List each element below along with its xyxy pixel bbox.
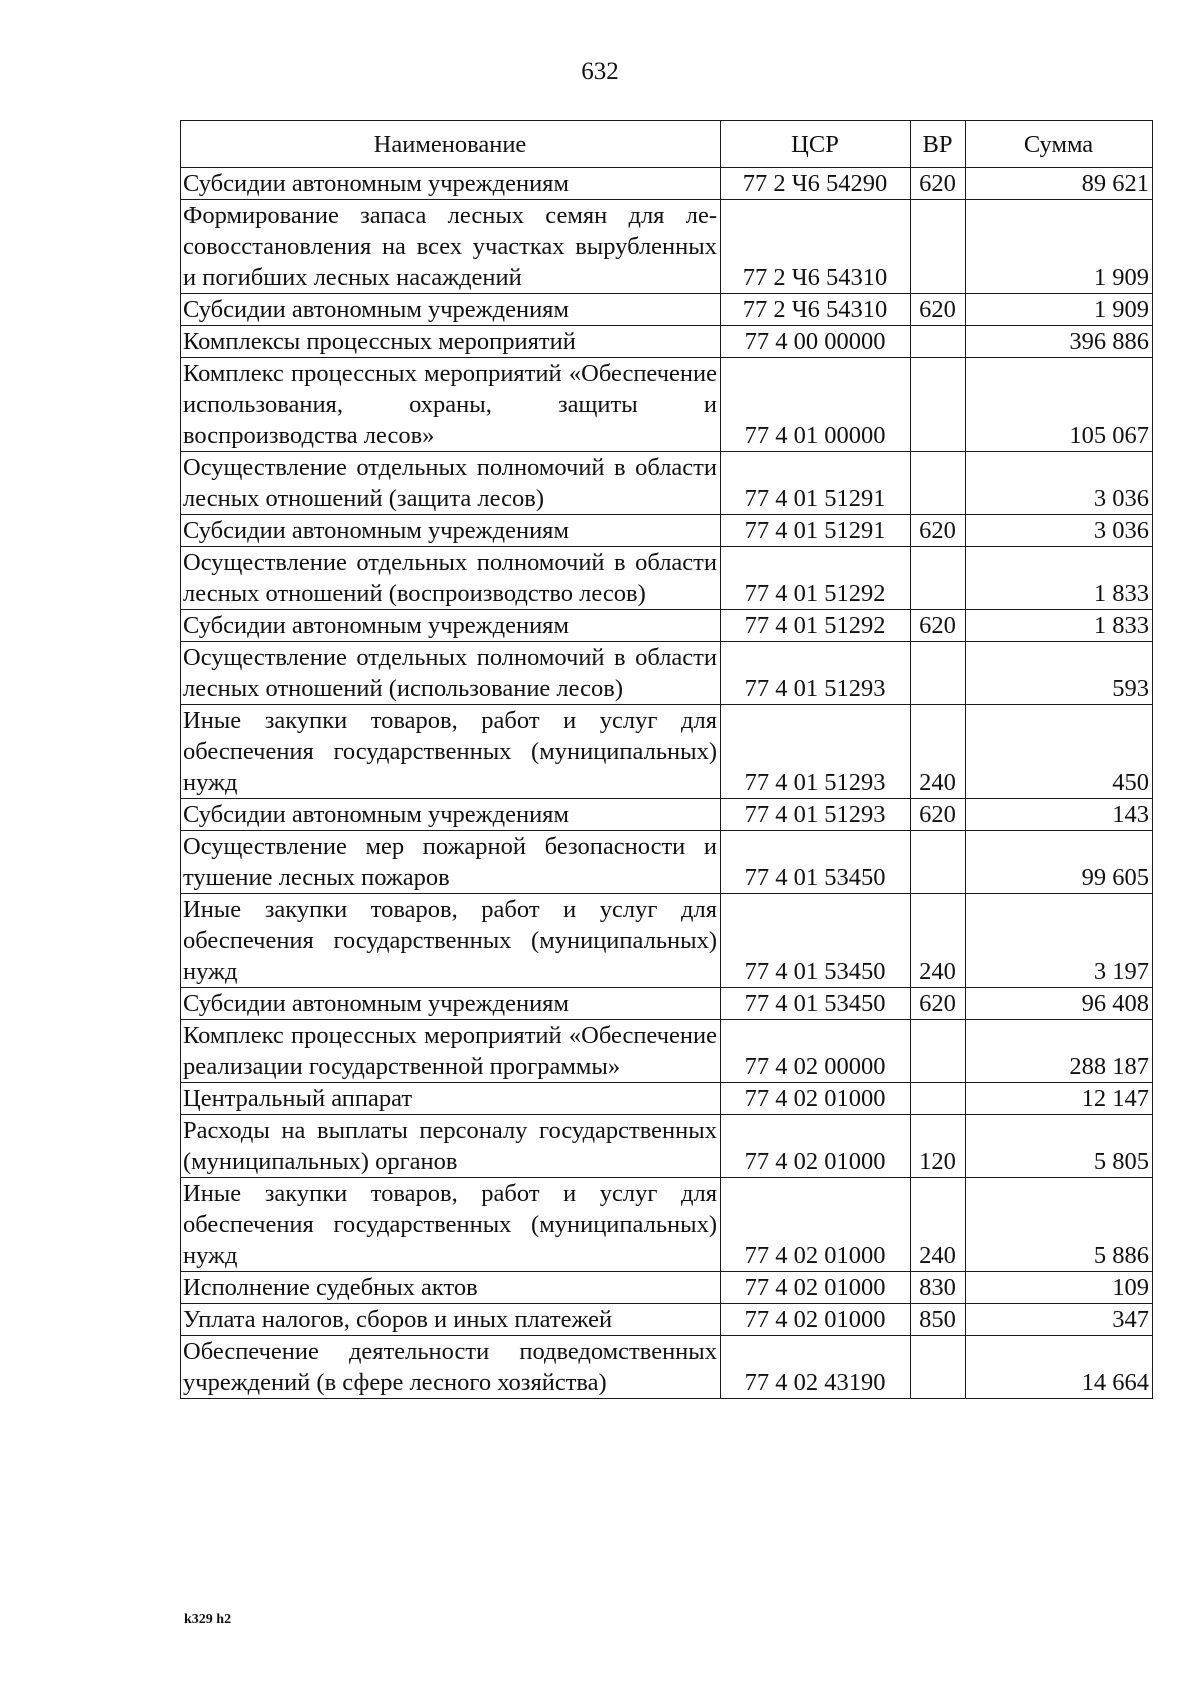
cell-vr: 240 xyxy=(911,705,966,799)
table-row xyxy=(181,452,1153,515)
cell-sum: 593 xyxy=(966,642,1153,705)
cell-name: Осуществление отдельных полномочий в области лесных отношений (защита лесов) xyxy=(181,452,721,515)
cell-name: Субсидии автономным учреждениям xyxy=(181,294,721,326)
cell-vr xyxy=(911,1336,966,1399)
cell-name: Субсидии автономным учреждениям xyxy=(181,168,721,200)
budget-table xyxy=(180,120,1153,1399)
cell-csr: 77 4 02 01000 xyxy=(721,1304,911,1336)
table-row xyxy=(181,705,1153,799)
cell-name: Комплекс процессных мероприятий «Обеспечение использования, охраны, защиты и воспроизводства лесов» xyxy=(181,358,721,452)
cell-name: Расходы на выплаты персоналу государственных (муниципальных) органов xyxy=(181,1115,721,1178)
table-row xyxy=(181,1083,1153,1115)
cell-vr: 240 xyxy=(911,1178,966,1272)
table-row xyxy=(181,1336,1153,1399)
cell-csr: 77 4 01 53450 xyxy=(721,894,911,988)
cell-name: Центральный аппарат xyxy=(181,1083,721,1115)
cell-name: Субсидии автономным учреждениям xyxy=(181,515,721,547)
cell-csr: 77 4 01 51293 xyxy=(721,705,911,799)
cell-vr xyxy=(911,452,966,515)
cell-vr xyxy=(911,831,966,894)
cell-csr: 77 4 01 51292 xyxy=(721,610,911,642)
cell-name: Осуществление отдельных полномочий в области лесных отношений (воспроизводство лесов) xyxy=(181,547,721,610)
table-row xyxy=(181,1115,1153,1178)
cell-sum: 99 605 xyxy=(966,831,1153,894)
cell-vr xyxy=(911,642,966,705)
cell-vr: 620 xyxy=(911,799,966,831)
cell-csr: 77 4 01 51291 xyxy=(721,452,911,515)
cell-sum: 450 xyxy=(966,705,1153,799)
header-vr: ВР xyxy=(911,121,966,168)
table-body xyxy=(181,168,1153,1399)
cell-vr xyxy=(911,326,966,358)
cell-csr: 77 4 00 00000 xyxy=(721,326,911,358)
cell-name: Субсидии автономным учреждениям xyxy=(181,988,721,1020)
table-row xyxy=(181,1020,1153,1083)
cell-vr xyxy=(911,1020,966,1083)
cell-sum: 143 xyxy=(966,799,1153,831)
cell-csr: 77 4 01 53450 xyxy=(721,988,911,1020)
cell-csr: 77 4 02 00000 xyxy=(721,1020,911,1083)
cell-csr: 77 4 02 01000 xyxy=(721,1272,911,1304)
cell-csr: 77 4 02 01000 xyxy=(721,1083,911,1115)
footer-code: k329 h2 xyxy=(184,1612,232,1627)
cell-sum: 3 036 xyxy=(966,515,1153,547)
page-number: 632 xyxy=(581,58,619,85)
cell-sum: 288 187 xyxy=(966,1020,1153,1083)
cell-vr: 240 xyxy=(911,894,966,988)
table-row xyxy=(181,294,1153,326)
cell-vr: 120 xyxy=(911,1115,966,1178)
cell-name: Иные закупки товаров, работ и услуг для обеспечения государственных (муниципальных) нужд xyxy=(181,1178,721,1272)
cell-csr: 77 4 01 51293 xyxy=(721,799,911,831)
cell-sum: 96 408 xyxy=(966,988,1153,1020)
table-row xyxy=(181,200,1153,294)
cell-name: Иные закупки товаров, работ и услуг для обеспечения государственных (муниципальных) нужд xyxy=(181,705,721,799)
cell-sum: 3 197 xyxy=(966,894,1153,988)
table-row xyxy=(181,547,1153,610)
cell-sum: 1 909 xyxy=(966,200,1153,294)
cell-sum: 1 833 xyxy=(966,610,1153,642)
table-row xyxy=(181,1178,1153,1272)
cell-csr: 77 4 02 01000 xyxy=(721,1178,911,1272)
cell-sum: 1 833 xyxy=(966,547,1153,610)
cell-sum: 5 805 xyxy=(966,1115,1153,1178)
cell-vr: 850 xyxy=(911,1304,966,1336)
table-row xyxy=(181,642,1153,705)
cell-vr: 830 xyxy=(911,1272,966,1304)
table-row xyxy=(181,515,1153,547)
cell-name: Субсидии автономным учреждениям xyxy=(181,799,721,831)
cell-sum: 12 147 xyxy=(966,1083,1153,1115)
cell-vr xyxy=(911,358,966,452)
table-row xyxy=(181,1272,1153,1304)
table-row xyxy=(181,610,1153,642)
cell-vr xyxy=(911,1083,966,1115)
cell-sum: 1 909 xyxy=(966,294,1153,326)
cell-vr: 620 xyxy=(911,610,966,642)
cell-sum: 89 621 xyxy=(966,168,1153,200)
cell-sum: 5 886 xyxy=(966,1178,1153,1272)
header-csr: ЦСР xyxy=(721,121,911,168)
cell-name: Комплексы процессных мероприятий xyxy=(181,326,721,358)
table-row xyxy=(181,358,1153,452)
cell-vr: 620 xyxy=(911,988,966,1020)
cell-csr: 77 4 01 00000 xyxy=(721,358,911,452)
table-row xyxy=(181,988,1153,1020)
cell-sum: 14 664 xyxy=(966,1336,1153,1399)
cell-name: Осуществление мер пожарной безопасности и тушение лесных пожаров xyxy=(181,831,721,894)
cell-vr: 620 xyxy=(911,294,966,326)
cell-name: Обеспечение деятельности подведомственных учреждений (в сфере лесного хозяйства) xyxy=(181,1336,721,1399)
table-row xyxy=(181,1304,1153,1336)
header-name: Наименование xyxy=(181,121,721,168)
cell-csr: 77 4 01 51291 xyxy=(721,515,911,547)
cell-csr: 77 2 Ч6 54310 xyxy=(721,294,911,326)
cell-csr: 77 2 Ч6 54290 xyxy=(721,168,911,200)
cell-csr: 77 4 01 51292 xyxy=(721,547,911,610)
cell-csr: 77 4 01 53450 xyxy=(721,831,911,894)
cell-vr xyxy=(911,547,966,610)
cell-vr: 620 xyxy=(911,515,966,547)
cell-csr: 77 4 02 43190 xyxy=(721,1336,911,1399)
table-header-row xyxy=(181,121,1153,168)
cell-name: Формирование запаса лесных семян для лесовосстановления на всех участках вырубленных и погибших лесных насаждений xyxy=(181,200,721,294)
cell-csr: 77 4 01 51293 xyxy=(721,642,911,705)
table-row xyxy=(181,894,1153,988)
header-sum: Сумма xyxy=(966,121,1153,168)
cell-name: Исполнение судебных актов xyxy=(181,1272,721,1304)
cell-name: Уплата налогов, сборов и иных платежей xyxy=(181,1304,721,1336)
cell-name: Иные закупки товаров, работ и услуг для обеспечения государственных (муниципальных) нужд xyxy=(181,894,721,988)
cell-sum: 109 xyxy=(966,1272,1153,1304)
cell-name: Осуществление отдельных полномочий в области лесных отношений (использование лесов) xyxy=(181,642,721,705)
cell-csr: 77 2 Ч6 54310 xyxy=(721,200,911,294)
cell-name: Субсидии автономным учреждениям xyxy=(181,610,721,642)
table-row xyxy=(181,168,1153,200)
cell-sum: 105 067 xyxy=(966,358,1153,452)
table-row xyxy=(181,326,1153,358)
cell-vr xyxy=(911,200,966,294)
cell-csr: 77 4 02 01000 xyxy=(721,1115,911,1178)
cell-name: Комплекс процессных мероприятий «Обеспечение реализации государственной программы» xyxy=(181,1020,721,1083)
cell-vr: 620 xyxy=(911,168,966,200)
table-row xyxy=(181,831,1153,894)
table-row xyxy=(181,799,1153,831)
cell-sum: 347 xyxy=(966,1304,1153,1336)
cell-sum: 3 036 xyxy=(966,452,1153,515)
cell-sum: 396 886 xyxy=(966,326,1153,358)
